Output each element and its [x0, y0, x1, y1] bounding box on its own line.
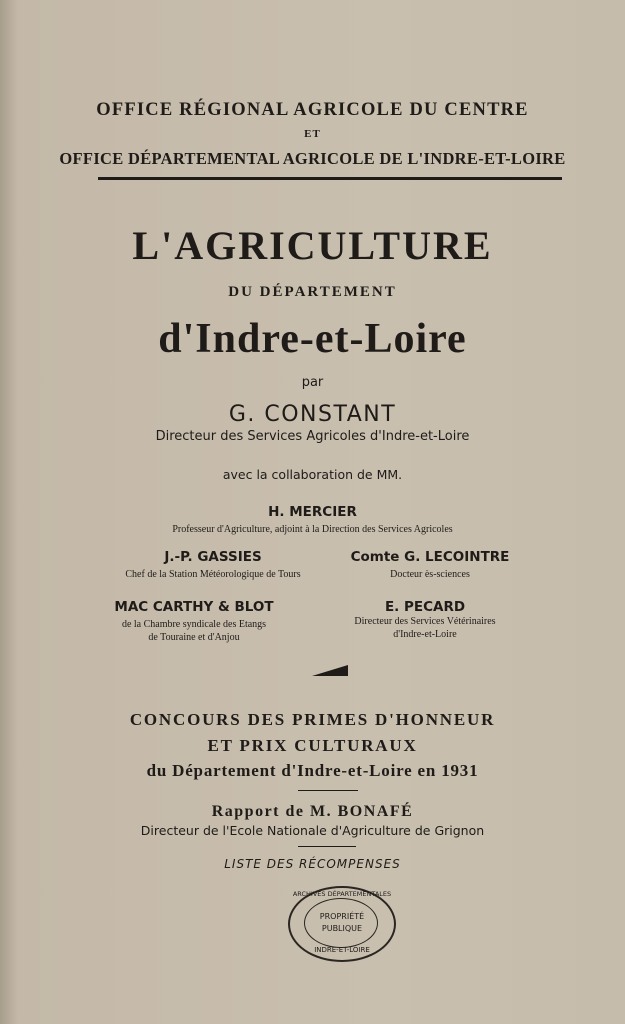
header-line-2: ET — [304, 128, 321, 140]
collab-lecointre-name: Comte G. LECOINTRE — [350, 549, 510, 565]
collab-mercier-role: Professeur d'Agriculture, adjoint à la Direction des Services Agricoles — [172, 524, 453, 535]
concours-line-2: ET PRIX CULTURAUX — [207, 736, 418, 755]
rapport-role: Directeur de l'Ecole Nationale d'Agriculture de Grignon — [140, 823, 485, 838]
collab-pecard-role-1: Directeur des Services Vétérinaires — [354, 616, 496, 627]
stamp-bottom-text: INDRE-ET-LOIRE — [314, 946, 370, 954]
title-place: d'Indre-et-Loire — [158, 316, 467, 362]
header-rule — [98, 177, 562, 180]
collab-maccarthy-role-1: de la Chambre syndicale des Etangs — [121, 619, 267, 630]
stamp-top-text: ARCHIVES DÉPARTEMENTALES — [292, 890, 392, 898]
author-name: G. CONSTANT — [228, 402, 397, 427]
concours-rule — [298, 790, 358, 791]
wedge-ornament — [312, 663, 352, 679]
stamp-mid-text-1: PROPRIÉTÉ — [319, 912, 365, 921]
author-role: Directeur des Services Agricoles d'Indre-et-Loire — [155, 429, 470, 444]
archives-stamp — [288, 886, 396, 962]
collab-gassies-role: Chef de la Station Météorologique de Tours — [125, 569, 301, 580]
header-line-3: OFFICE DÉPARTEMENTAL AGRICOLE DE L'INDRE-ET-LOIRE — [59, 149, 566, 168]
stamp-inner-ring — [304, 898, 378, 948]
collab-pecard-role-2: d'Indre-et-Loire — [393, 629, 457, 640]
collab-maccarthy-role-2: de Touraine et d'Anjou — [148, 632, 240, 643]
collab-gassies-name: J.-P. GASSIES — [164, 549, 262, 565]
author-by: par — [301, 375, 324, 390]
collab-pecard-name: E. PECARD — [384, 599, 466, 615]
title-main: L'AGRICULTURE — [132, 223, 493, 268]
collab-lecointre-role: Docteur ès-sciences — [390, 569, 470, 580]
collab-mercier-name: H. MERCIER — [268, 504, 357, 520]
header-line-1: OFFICE RÉGIONAL AGRICOLE DU CENTRE — [96, 100, 529, 120]
stamp-mid-text-2: PUBLIQUE — [321, 924, 363, 933]
collab-maccarthy-name: MAC CARTHY & BLOT — [114, 599, 274, 615]
concours-line-1: CONCOURS DES PRIMES D'HONNEUR — [129, 710, 496, 729]
collab-intro: avec la collaboration de MM. — [222, 467, 403, 482]
rapport-title: Rapport de M. BONAFÉ — [211, 803, 414, 820]
rapport-rule — [298, 846, 356, 847]
concours-line-3: du Département d'Indre-et-Loire en 1931 — [146, 761, 479, 780]
title-sub: DU DÉPARTEMENT — [228, 284, 397, 300]
liste-recompenses: LISTE DES RÉCOMPENSES — [224, 857, 401, 871]
